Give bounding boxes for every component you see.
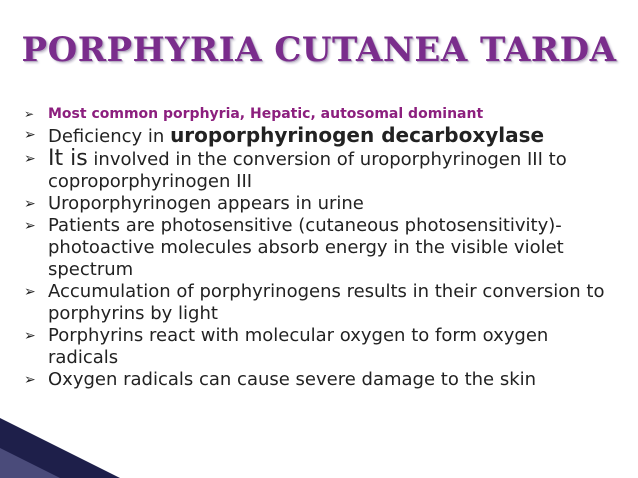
bullet-text: Patients are photosensitive (cutaneous photosensitivity)- photoactive molecules absorb energy in the visible violet spectrum	[48, 215, 564, 280]
arrow-bullet-icon: ➢	[24, 218, 36, 234]
bullet-item	[24, 104, 624, 124]
bullet-text: Deficiency in	[48, 126, 171, 147]
bullet-item	[24, 124, 624, 148]
arrow-bullet-icon: ➢	[24, 196, 36, 212]
arrow-bullet-icon: ➢	[24, 127, 36, 143]
bullet-large-text: It is	[48, 146, 88, 171]
arrow-bullet-icon: ➢	[24, 284, 36, 300]
bullet-text: Uroporphyrinogen appears in urine	[48, 193, 364, 214]
bullet-text: Accumulation of porphyrinogens results in their conversion to porphyrins by light	[48, 281, 605, 324]
bullet-text: Porphyrins react with molecular oxygen to form oxygen radicals	[48, 325, 549, 368]
bullet-item	[24, 148, 624, 193]
arrow-bullet-icon: ➢	[24, 372, 36, 388]
bullet-item	[24, 215, 624, 281]
bullet-text: Oxygen radicals can cause severe damage to the skin	[48, 369, 537, 390]
bullet-item	[24, 369, 624, 391]
arrow-bullet-icon: ➢	[24, 151, 36, 167]
arrow-bullet-icon: ➢	[24, 107, 35, 121]
corner-accent-inner-shape	[0, 448, 60, 478]
bullet-text: Most common porphyria, Hepatic, autosomal dominant	[48, 106, 484, 122]
bullet-emphasis: uroporphyrinogen decarboxylase	[170, 123, 545, 147]
bullet-item	[24, 281, 624, 325]
bullet-list	[24, 104, 624, 391]
bullet-item	[24, 193, 624, 215]
bullet-item	[24, 325, 624, 369]
slide-title: PORPHYRIA CUTANEA TARDA	[21, 30, 617, 70]
arrow-bullet-icon: ➢	[24, 328, 36, 344]
bullet-text: involved in the conversion of uroporphyrinogen III to coproporphyrinogen III	[48, 149, 567, 192]
